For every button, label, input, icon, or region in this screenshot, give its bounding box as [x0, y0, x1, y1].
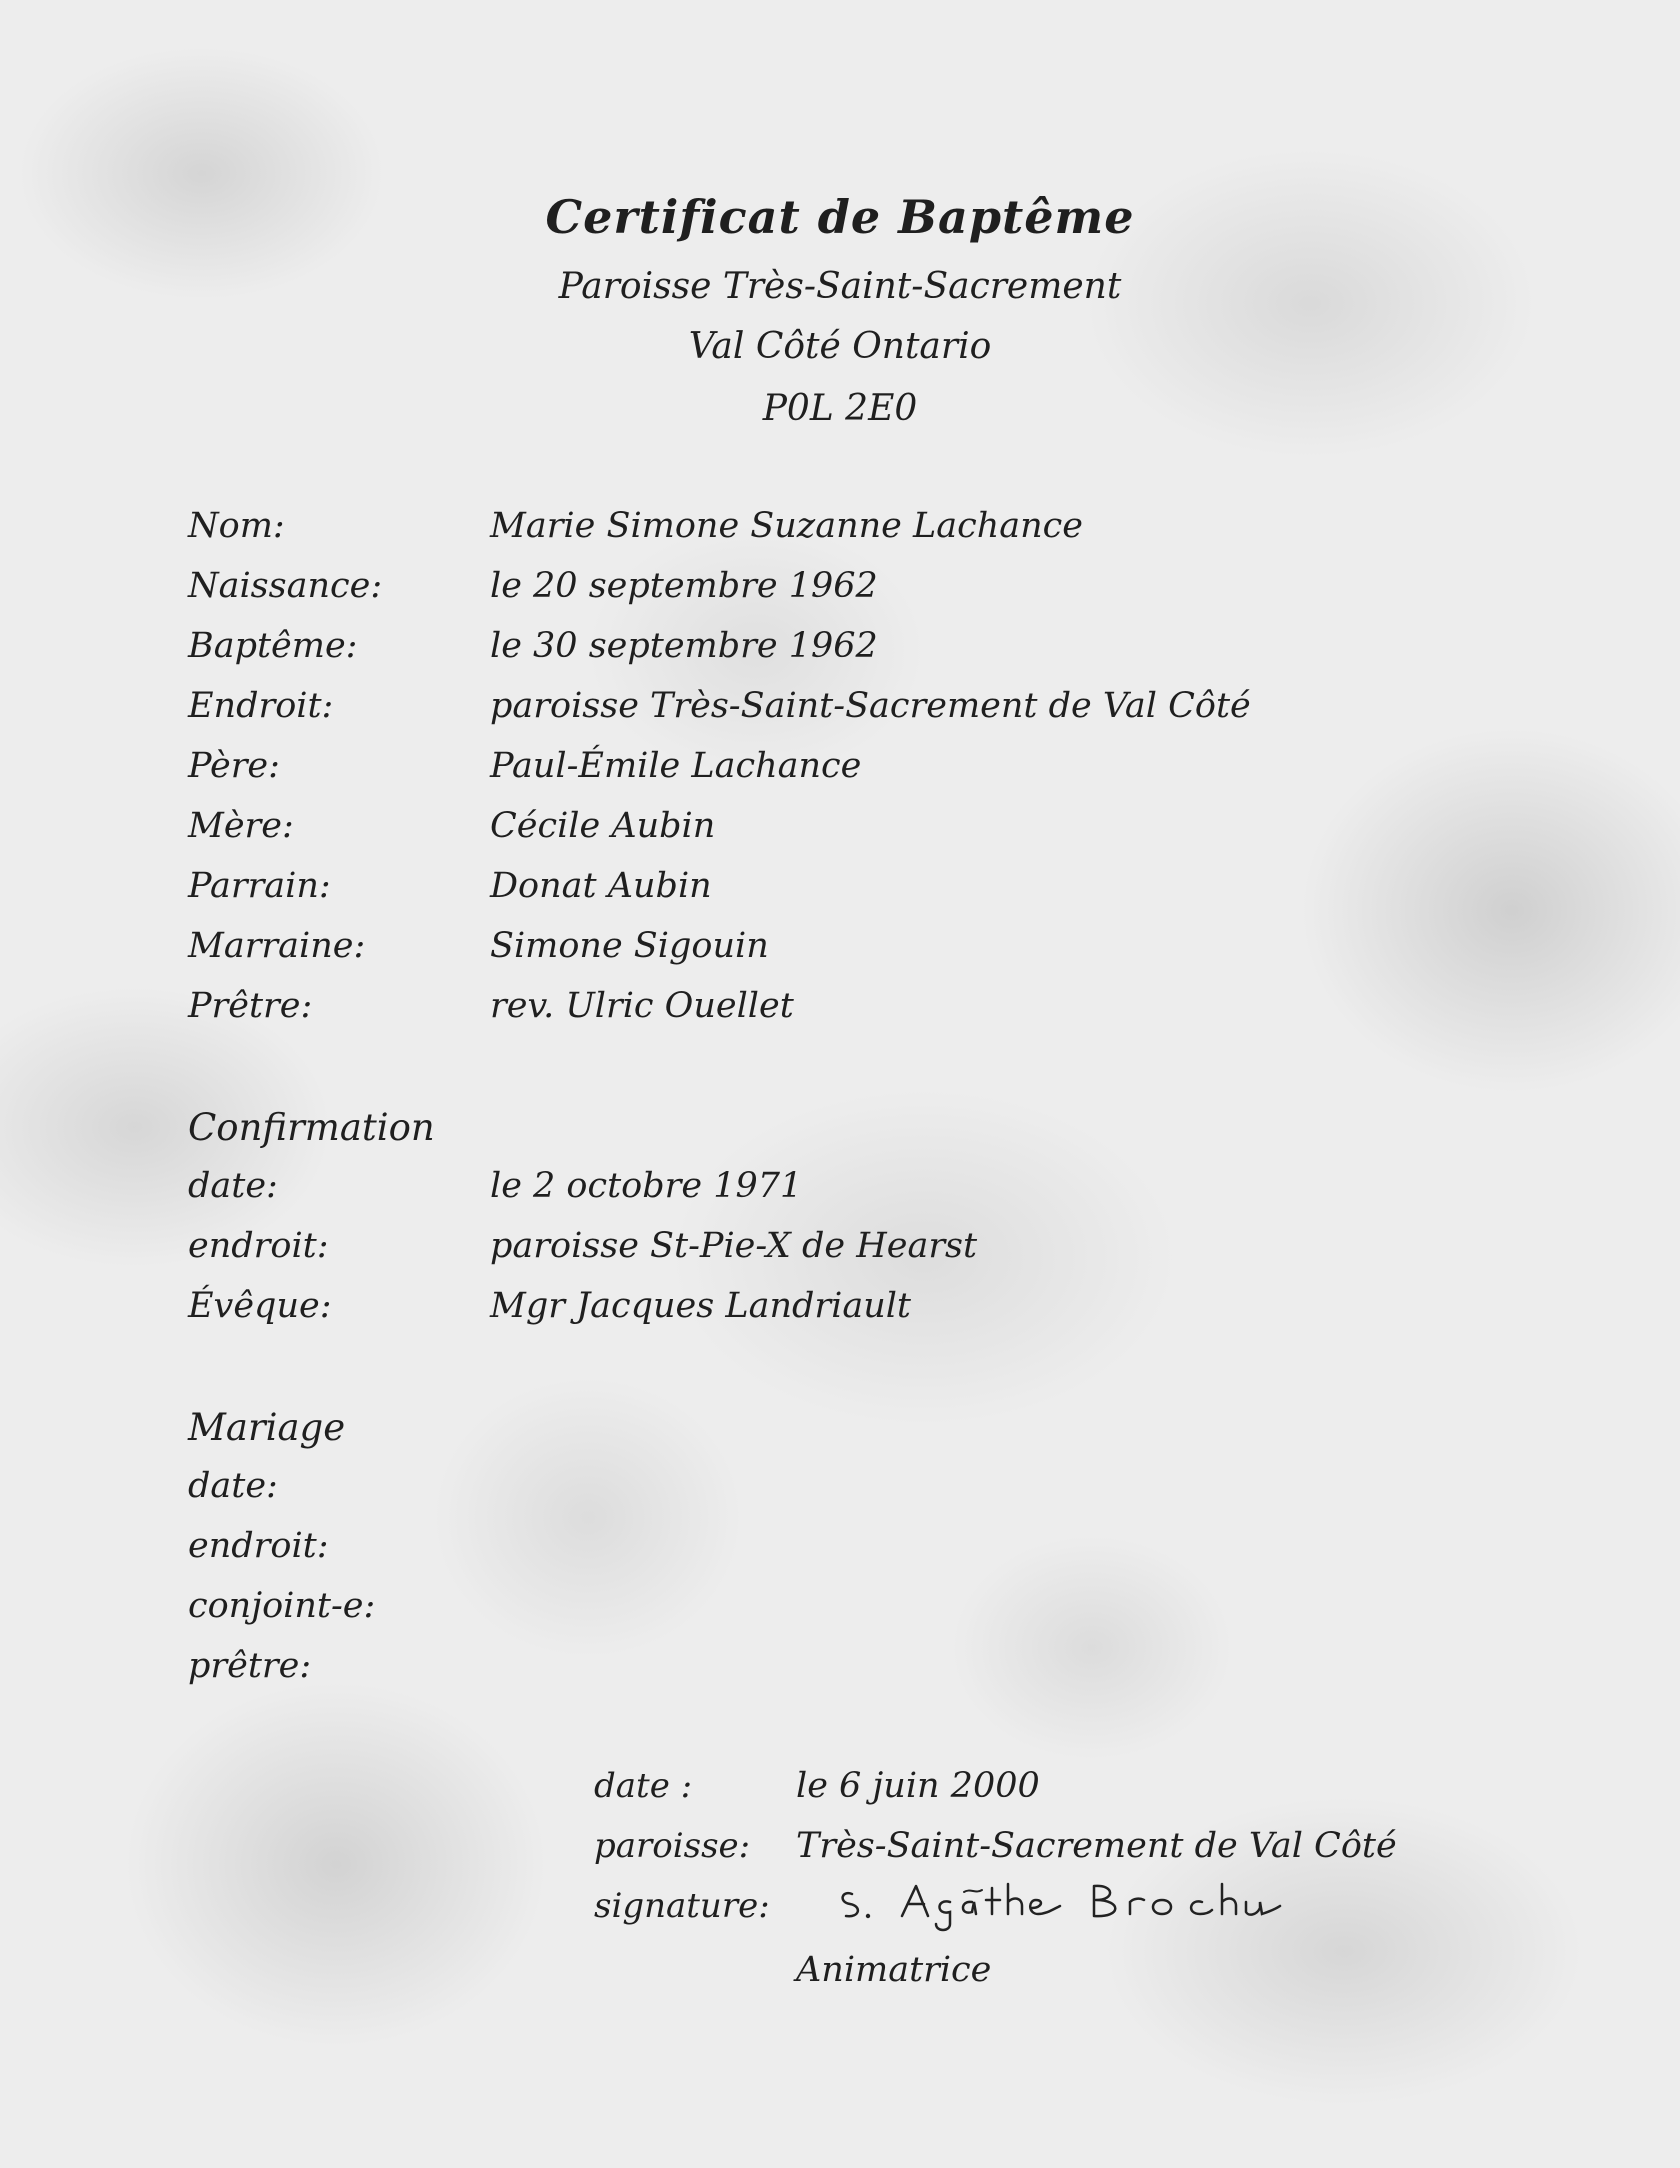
- field-row-confirmation-date: [188, 1166, 1488, 1216]
- field-value: Mgr Jacques Landriault: [490, 1286, 911, 1326]
- field-label: Baptême:: [188, 626, 358, 666]
- issuance-date-row: [594, 1766, 1494, 1816]
- field-row-parrain: [188, 866, 1488, 916]
- field-label: Nom:: [188, 506, 285, 546]
- field-row-bapteme: [188, 626, 1488, 676]
- field-label: endroit:: [188, 1526, 329, 1566]
- field-label: Évêque:: [188, 1286, 332, 1326]
- field-value: le 20 septembre 1962: [490, 566, 878, 606]
- field-label: Naissance:: [188, 566, 383, 606]
- field-value: Marie Simone Suzanne Lachance: [490, 506, 1084, 546]
- signatory-role: Animatrice: [796, 1950, 992, 1990]
- handwritten-signature: [832, 1872, 1352, 1932]
- marriage-title: Mariage: [188, 1406, 346, 1449]
- field-row-confirmation-endroit: [188, 1226, 1488, 1276]
- field-row-pere: [188, 746, 1488, 796]
- field-label: date:: [188, 1166, 278, 1206]
- field-value: Simone Sigouin: [490, 926, 769, 966]
- field-row-mere: [188, 806, 1488, 856]
- field-value: paroisse Très-Saint-Sacrement de Val Côté: [490, 686, 1251, 726]
- issuance-date-value: le 6 juin 2000: [796, 1766, 1040, 1806]
- field-row-eveque: [188, 1286, 1488, 1336]
- parish-name: Paroisse Très-Saint-Sacrement: [558, 266, 1122, 307]
- field-value: le 2 octobre 1971: [490, 1166, 803, 1206]
- field-label: date:: [188, 1466, 278, 1506]
- field-label: Parrain:: [188, 866, 331, 906]
- field-row-conjoint: [188, 1586, 1488, 1636]
- field-label: Marraine:: [188, 926, 366, 966]
- field-row-marriage-date: [188, 1466, 1488, 1516]
- field-row-naissance: [188, 566, 1488, 616]
- field-row-endroit: [188, 686, 1488, 736]
- field-value: le 30 septembre 1962: [490, 626, 878, 666]
- field-value: paroisse St-Pie-X de Hearst: [490, 1226, 978, 1266]
- issuance-parish-value: Très-Saint-Sacrement de Val Côté: [796, 1826, 1397, 1866]
- signature-label: signature:: [594, 1886, 770, 1926]
- field-label: Mère:: [188, 806, 294, 846]
- field-value: Cécile Aubin: [490, 806, 716, 846]
- certificate-title: Certificat de Baptême: [545, 190, 1135, 244]
- field-label: endroit:: [188, 1226, 329, 1266]
- field-value: Donat Aubin: [490, 866, 712, 906]
- parish-city: Val Côté Ontario: [688, 326, 992, 367]
- field-value: rev. Ulric Ouellet: [490, 986, 794, 1026]
- field-row-pretre: [188, 986, 1488, 1036]
- issuance-date-label: date :: [594, 1766, 693, 1806]
- field-row-marraine: [188, 926, 1488, 976]
- postal-code: P0L 2E0: [762, 388, 918, 429]
- field-label: Père:: [188, 746, 280, 786]
- field-row-marriage-pretre: [188, 1646, 1488, 1696]
- field-row-nom: [188, 506, 1488, 556]
- field-value: Paul-Émile Lachance: [490, 746, 862, 786]
- field-label: Prêtre:: [188, 986, 313, 1026]
- confirmation-title: Confirmation: [188, 1106, 435, 1149]
- field-row-marriage-endroit: [188, 1526, 1488, 1576]
- issuance-parish-row: [594, 1826, 1494, 1876]
- field-label: Endroit:: [188, 686, 334, 726]
- issuance-parish-label: paroisse:: [594, 1826, 751, 1866]
- field-label: conjoint-e:: [188, 1586, 376, 1626]
- field-label: prêtre:: [188, 1646, 312, 1686]
